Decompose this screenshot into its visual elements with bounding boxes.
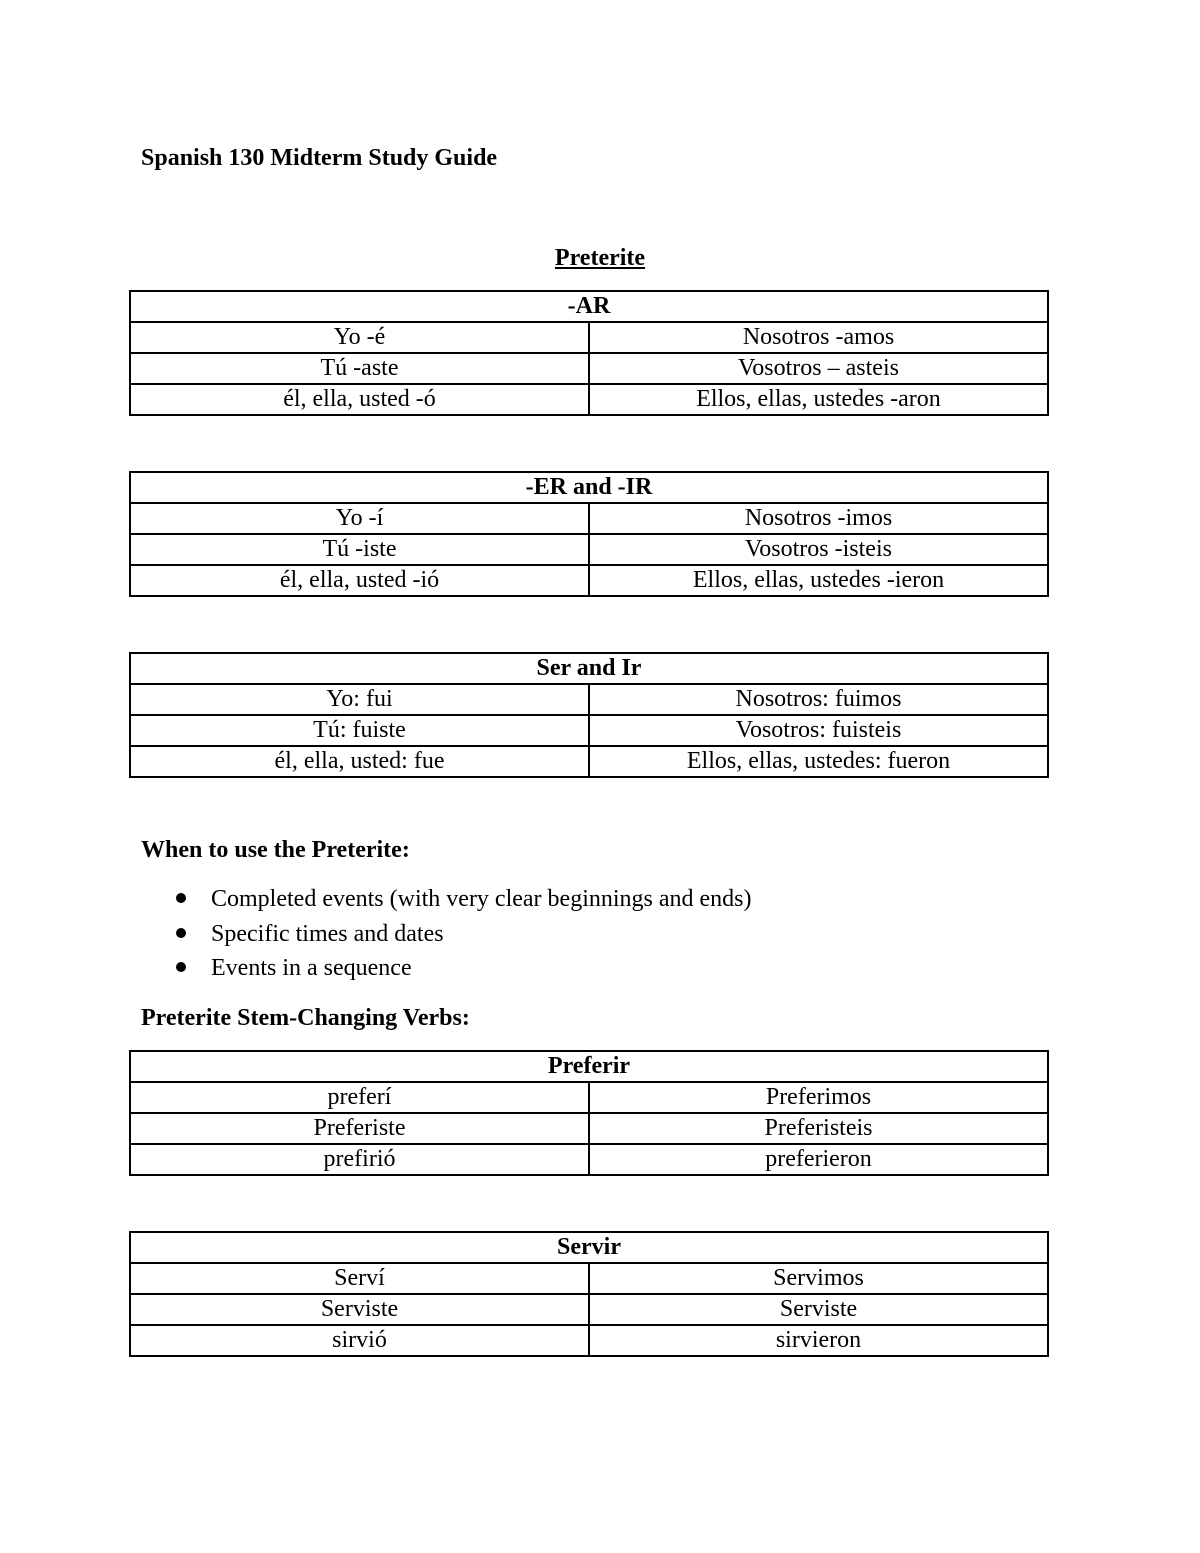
table-cell: Tú -aste xyxy=(130,353,589,384)
table-cell: Serviste xyxy=(589,1294,1048,1325)
list-item xyxy=(141,884,752,919)
table-cell: Serviste xyxy=(130,1294,589,1325)
ar-conjugation-table xyxy=(129,290,1049,416)
list-item xyxy=(141,919,752,954)
table-header: Ser and Ir xyxy=(130,653,1048,684)
table-row xyxy=(130,715,1048,746)
table-cell: Yo -é xyxy=(130,322,589,353)
table-cell: Nosotros: fuimos xyxy=(589,684,1048,715)
document-title: Spanish 130 Midterm Study Guide xyxy=(141,145,498,171)
table-cell: Tú: fuiste xyxy=(130,715,589,746)
table-cell: prefirió xyxy=(130,1144,589,1175)
list-item xyxy=(141,953,752,988)
table-header: Servir xyxy=(130,1232,1048,1263)
table-cell: Nosotros -imos xyxy=(589,503,1048,534)
table-row xyxy=(130,534,1048,565)
table-cell: Preferisteis xyxy=(589,1113,1048,1144)
stem-changing-heading: Preterite Stem-Changing Verbs: xyxy=(141,1005,470,1031)
table-row xyxy=(130,1263,1048,1294)
table-row xyxy=(130,1294,1048,1325)
table-cell: Vosotros – asteis xyxy=(589,353,1048,384)
table-cell: él, ella, usted -ó xyxy=(130,384,589,415)
table-cell: Preferimos xyxy=(589,1082,1048,1113)
table-row xyxy=(130,746,1048,777)
list-item-text: Events in a sequence xyxy=(211,955,412,981)
table-cell: él, ella, usted -ió xyxy=(130,565,589,596)
table-header-row xyxy=(130,472,1048,503)
table-row xyxy=(130,353,1048,384)
table-cell: Yo: fui xyxy=(130,684,589,715)
table-cell: sirvió xyxy=(130,1325,589,1356)
er-ir-conjugation-table xyxy=(129,471,1049,597)
table-cell: Serví xyxy=(130,1263,589,1294)
table-cell: Ellos, ellas, ustedes -aron xyxy=(589,384,1048,415)
table-row xyxy=(130,684,1048,715)
bullet-icon xyxy=(176,962,186,972)
table-cell: sirvieron xyxy=(589,1325,1048,1356)
table-cell: Ellos, ellas, ustedes: fueron xyxy=(589,746,1048,777)
preferir-conjugation-table xyxy=(129,1050,1049,1176)
table-cell: Yo -í xyxy=(130,503,589,534)
bullet-icon xyxy=(176,893,186,903)
when-to-use-list xyxy=(141,884,752,988)
servir-conjugation-table xyxy=(129,1231,1049,1357)
preterite-heading: Preterite xyxy=(554,245,646,271)
table-cell: Vosotros -isteis xyxy=(589,534,1048,565)
table-cell: Preferiste xyxy=(130,1113,589,1144)
table-cell: preferí xyxy=(130,1082,589,1113)
ser-ir-conjugation-table xyxy=(129,652,1049,778)
table-row xyxy=(130,1325,1048,1356)
table-header: -AR xyxy=(130,291,1048,322)
table-cell: Ellos, ellas, ustedes -ieron xyxy=(589,565,1048,596)
table-row xyxy=(130,1113,1048,1144)
table-row xyxy=(130,565,1048,596)
table-row xyxy=(130,322,1048,353)
table-header-row xyxy=(130,1232,1048,1263)
bullet-icon xyxy=(176,928,186,938)
table-cell: preferieron xyxy=(589,1144,1048,1175)
table-header-row xyxy=(130,653,1048,684)
table-header: -ER and -IR xyxy=(130,472,1048,503)
table-row xyxy=(130,1144,1048,1175)
list-item-text: Completed events (with very clear beginnings and ends) xyxy=(211,886,752,912)
table-cell: Vosotros: fuisteis xyxy=(589,715,1048,746)
list-item-text: Specific times and dates xyxy=(211,920,444,947)
table-cell: él, ella, usted: fue xyxy=(130,746,589,777)
table-header-row xyxy=(130,1051,1048,1082)
table-header: Preferir xyxy=(130,1051,1048,1082)
table-cell: Servimos xyxy=(589,1263,1048,1294)
table-cell: Nosotros -amos xyxy=(589,322,1048,353)
when-to-use-heading: When to use the Preterite: xyxy=(141,837,410,863)
table-cell: Tú -iste xyxy=(130,534,589,565)
table-row xyxy=(130,1082,1048,1113)
table-row xyxy=(130,503,1048,534)
table-header-row xyxy=(130,291,1048,322)
table-row xyxy=(130,384,1048,415)
